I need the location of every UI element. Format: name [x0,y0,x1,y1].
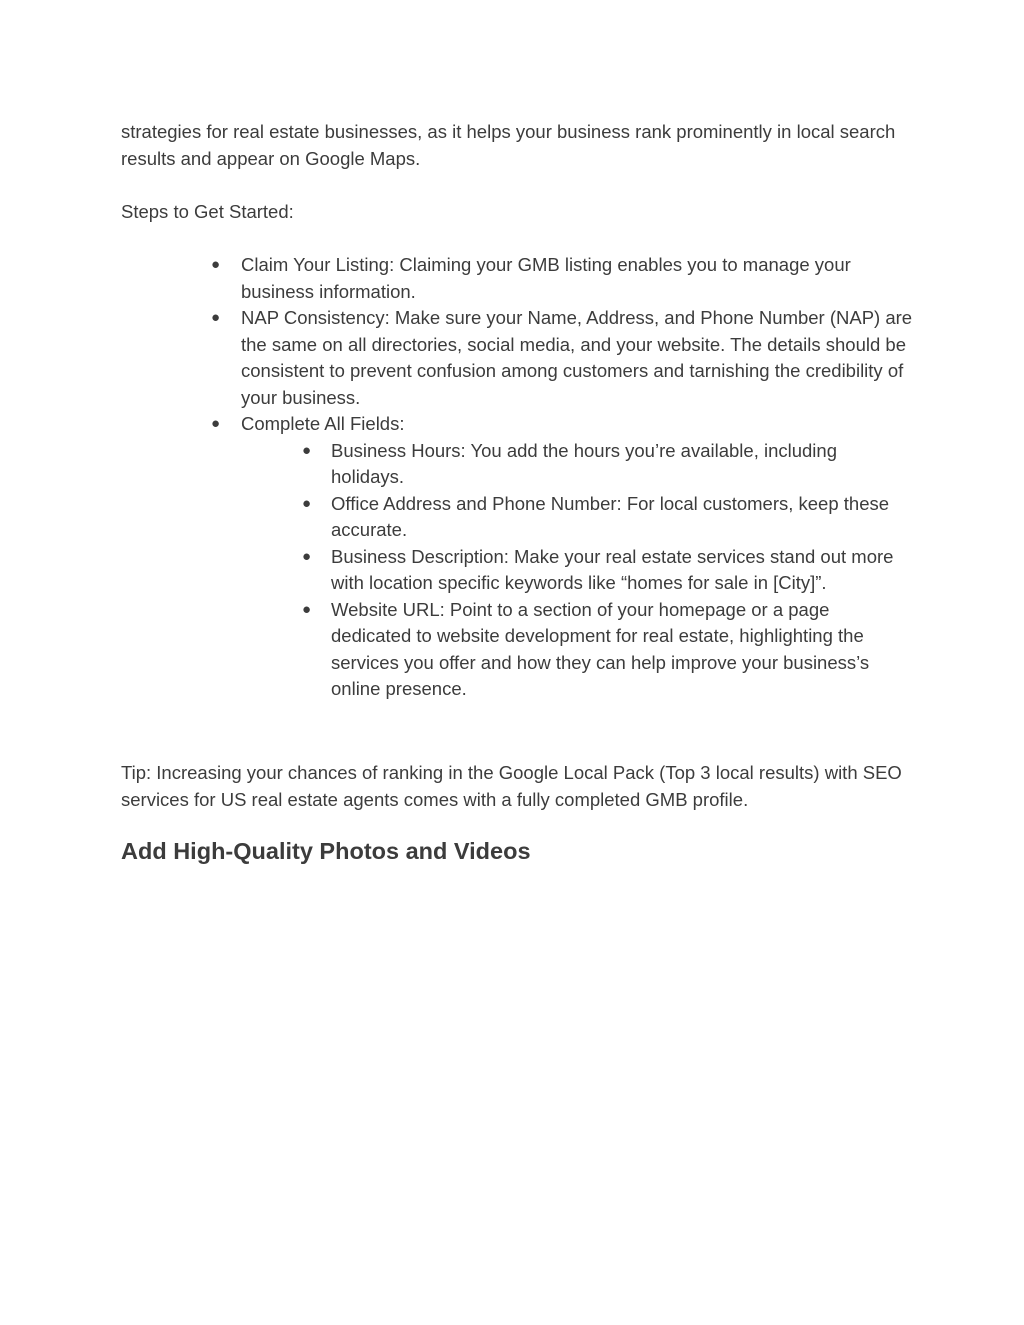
list-item-text: Office Address and Phone Number: For local customers, keep these accurate. [331,492,890,540]
sublist-item-business-description [241,544,901,597]
section-heading: Add High-Quality Photos and Videos [121,838,531,864]
bullet-icon: ● [302,441,312,459]
fields-sublist [241,438,921,703]
bullet-icon: ● [211,256,221,273]
list-item-text: Complete All Fields: [241,413,405,434]
list-item-text: Business Description: Make your real estate services stand out more with location specific keywords like “homes for sale in [City]”. [331,545,894,593]
list-item-text: Website URL: Point to a section of your homepage or a page dedicated to website development for real estate, highlighting the services you offer and how they can help improve your business’s online presence. [331,598,870,699]
bullet-icon: ● [302,600,312,618]
intro-paragraph: strategies for real estate businesses, as it helps your business rank prominently in local search results and appear on Google Maps. [121,121,896,169]
sublist-item-website-url [241,597,901,703]
sublist-item-business-hours [241,438,901,491]
steps-list [121,252,921,703]
bullet-icon: ● [211,415,221,432]
list-item-text: Business Hours: You add the hours you’re available, including holidays. [331,439,837,487]
bullet-icon: ● [211,309,221,326]
bullet-icon: ● [302,547,312,565]
list-item-text: NAP Consistency: Make sure your Name, Address, and Phone Number (NAP) are the same on all directories, social media, and your website. The details should be consistent to prevent confusion among customers and tarnishing the credibility of your business. [241,307,913,408]
list-item-text: Claim Your Listing: Claiming your GMB listing enables you to manage your business information. [241,254,851,302]
steps-heading: Steps to Get Started: [121,201,294,222]
bullet-icon: ● [302,494,312,512]
list-item-claim-listing [121,252,921,305]
sublist-item-office-address [241,491,901,544]
list-item-complete-fields [121,411,921,703]
list-item-nap-consistency [121,305,921,411]
tip-paragraph: Tip: Increasing your chances of ranking in the Google Local Pack (Top 3 local results) with SEO services for US real estate agents comes with a fully completed GMB profile. [121,762,902,810]
